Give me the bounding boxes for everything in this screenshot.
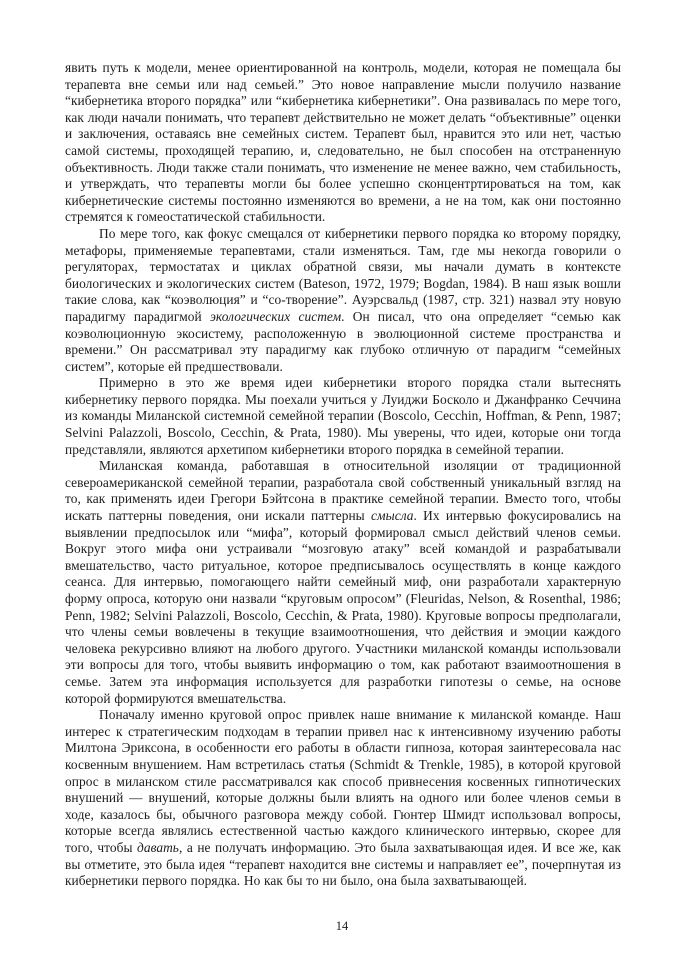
page-text: [65, 60, 621, 890]
paragraph: [65, 226, 621, 375]
text-segment: . Их интервью фокусировались на выявлении предпосылок или “мифа”, который формировал смысл действий членов семьи. Вокруг этого мифа они устраивали “мозговую атаку” всей командой и разрабатывали вмешательство, часто ритуальное, которое предписывалось осуществлять в конце каждого сеанса. Для интервью, помогающего найти семейный миф, они разработали характерную форму опроса, которую они назвали “круговым опросом” (Fleuridas, Nelson, & Rosenthal, 1986; Penn, 1982; Selvini Palazzoli, Boscolo, Cecchin, & Prata, 1980). Круговые вопросы предполагали, что члены семьи вовлечены в текущие взаимоотношения, что действия и эмоции каждого человека рекурсивно влияют на любого другого. Участники миланской команды использовали эти вопросы для того, чтобы выявить информацию о том, как работают взаимоотношения в семье. Затем эта информация используется для разработки гипотезы о семье, на основе которой формируются вмешательства.: [65, 508, 621, 706]
text-segment: . Он писал, что она определяет “семью как коэволюционную экосистему, расположенную в эволюционной системе пространства и времени.” Он рассматривал эту парадигму как глубоко отличную от парадигм “семейных систем”, которые ей предшествовали.: [65, 308, 621, 374]
paragraph: [65, 375, 621, 458]
text-segment: Примерно в это же время идеи кибернетики второго порядка стали вытеснять кибернетику первого порядка. Мы поехали учиться у Луиджи Босколо и Джанфранко Сеччина из команды Миланской системной семейной терапии (Boscolo, Cecchin, Hoffman, & Penn, 1987; Selvini Palazzoli, Boscolo, Cecchin, & Prata, 1980). Мы уверены, что идеи, которые они тогда представляли, являются архетипом кибернетики второго порядка в семейной терапии.: [65, 375, 621, 457]
italic-text-segment: смысла: [371, 508, 414, 524]
text-segment: явить путь к модели, менее ориентированной на контроль, модели, которая не помещала бы терапевта вне семьи или над семьей.” Это новое направление мысли получило название “кибернетика второго порядка” или “кибернетика кибернетики”. Она развивалась по мере того, как люди начали понимать, что терапевт действительно не может делать “объективные” оценки и заключения, оставаясь вне семейных систем. Терапевт был, нравится это или нет, частью самой системы, проходящей терапию, и, следовательно, не был способен на отстраненную объективность. Люди также стали понимать, что изменение не менее важно, чем стабильность, и утверждать, что терапевты могли бы более успешно сконцентртироваться на том, как кибернетические системы постоянно изменяются во времени, а не на том, как они постоянно стремятся к гомеостатической стабильности.: [65, 60, 621, 225]
text-segment: , а не получать информацию. Это была захватывающая идея. И все же, как вы отметите, это была идея “терапевт находится вне системы и направляет ее”, почерпнутая из кибернетики первого порядка. Но как бы то ни было, она была захватывающей.: [65, 839, 621, 889]
text-segment: Миланская команда, работавшая в относительной изоляции от традиционной североамериканской семейной терапии, разработала свой собственный уникальный взгляд на то, как применять идеи Грегори Бэйтсона в практике семейной терапии. Вместо того, чтобы искать паттерны поведения, они искали паттерны: [65, 458, 621, 524]
italic-text-segment: экологических систем: [209, 308, 342, 324]
paragraph: [65, 458, 621, 707]
text-segment: По мере того, как фокус смещался от кибернетики первого порядка ко второму порядку, метафоры, применяемые терапевтами, стали изменяться. Там, где мы некогда говорили о регуляторах, термостатах и циклах обратной связи, мы начали думать в контексте биологических и экологических систем (Bateson, 1972, 1979; Bogdan, 1984). В наш язык вошли такие слова, как “коэволюция” и “со-творение”. Ауэрсвальд (1987, стр. 321) назвал эту новую парадигму парадигмой: [65, 225, 621, 324]
paragraph: [65, 707, 621, 890]
italic-text-segment: давать: [137, 839, 179, 855]
page-number: 14: [335, 919, 349, 933]
text-segment: Поначалу именно круговой опрос привлек наше внимание к миланской команде. Наш интерес к стратегическим подходам в терапии привел нас к интенсивному изучению работы Милтона Эриксона, в особенности его работы в области гипноза, которая заинтересовала нас косвенным внушением. Нам встретилась статья (Schmidt & Trenkle, 1985), в которой круговой опрос в миланском стиле рассматривался как способ привнесения косвенных гипнотических внушений — внушений, которые должны были влиять на одного или более членов семьи в ходе, казалось бы, обычного разговора между собой. Гюнтер Шмидт использовал вопросы, которые всегда являлись естественной частью каждого клинического интервью, скорее для того, чтобы: [65, 707, 621, 855]
paragraph: [65, 60, 621, 226]
